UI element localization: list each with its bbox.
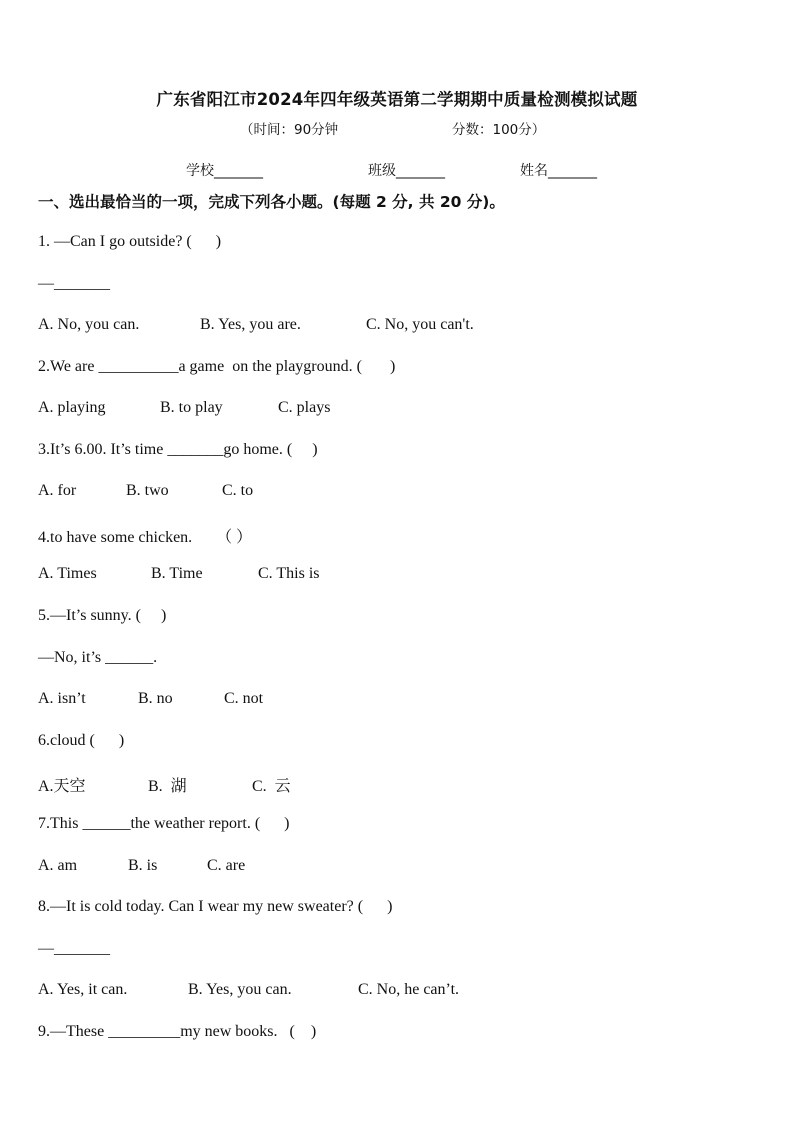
option-c: C. 云 bbox=[252, 778, 291, 795]
exam-title: 广东省阳江市2024年四年级英语第二学期期中质量检测模拟试题 bbox=[156, 90, 638, 109]
question-7: 7.This ______the weather report. ( ) bbox=[38, 815, 290, 832]
question-6: 6.cloud ( ) bbox=[38, 732, 125, 749]
question-5: 5.—It’s sunny. ( ) bbox=[38, 607, 167, 624]
option-c: C. to bbox=[222, 482, 254, 499]
option-c: C. not bbox=[224, 690, 264, 707]
exam-score: 分数：100分） bbox=[452, 122, 546, 138]
option-a: A.天空 bbox=[38, 778, 86, 795]
school-field: 学校_______ bbox=[186, 163, 263, 179]
class-field: 班级_______ bbox=[368, 163, 445, 179]
option-a: A. am bbox=[38, 857, 78, 874]
question-1-answer-line: —_______ bbox=[38, 275, 110, 292]
question-2: 2.We are __________a game on the playground. ( ) bbox=[38, 358, 396, 375]
option-b: B. Yes, you are. bbox=[200, 316, 301, 333]
option-b: B. 湖 bbox=[148, 778, 187, 795]
exam-time: （时间：90分钟 bbox=[240, 122, 339, 138]
question-5-answer-line: —No, it’s ______. bbox=[38, 649, 158, 666]
option-a: A. playing bbox=[38, 399, 106, 416]
question-1: 1. —Can I go outside? ( ) bbox=[38, 233, 222, 250]
question-7-options bbox=[38, 857, 245, 875]
question-2-options bbox=[38, 399, 330, 417]
option-c: C. plays bbox=[278, 399, 331, 416]
question-4-options bbox=[38, 565, 320, 583]
name-field: 姓名_______ bbox=[520, 163, 597, 179]
option-b: B. Yes, you can. bbox=[188, 981, 292, 998]
option-c: C. are bbox=[207, 857, 246, 874]
option-b: B. two bbox=[126, 482, 169, 499]
question-8-answer-line: —_______ bbox=[38, 940, 110, 957]
option-c: C. This is bbox=[258, 565, 320, 582]
option-c: C. No, you can't. bbox=[366, 316, 474, 333]
option-b: B. is bbox=[128, 857, 158, 874]
question-1-options bbox=[38, 316, 474, 334]
option-b: B. Time bbox=[151, 565, 203, 582]
option-a: A. No, you can. bbox=[38, 316, 140, 333]
option-a: A. isn’t bbox=[38, 690, 86, 707]
question-9: 9.—These _________my new books. ( ) bbox=[38, 1023, 317, 1040]
option-a: A. for bbox=[38, 482, 77, 499]
section-title: 一、选出最恰当的一项，完成下列各小题。(每题 2 分, 共 20 分)。 bbox=[38, 193, 505, 211]
question-3-options bbox=[38, 482, 253, 500]
option-c: C. No, he can’t. bbox=[358, 981, 460, 998]
option-a: A. Times bbox=[38, 565, 97, 582]
question-4: 4.to have some chicken. （ ） bbox=[38, 529, 253, 546]
option-b: B. no bbox=[138, 690, 173, 707]
question-6-options bbox=[38, 773, 291, 796]
question-5-options bbox=[38, 690, 263, 708]
question-8: 8.—It is cold today. Can I wear my new sweater? ( ) bbox=[38, 898, 393, 915]
option-a: A. Yes, it can. bbox=[38, 981, 128, 998]
option-b: B. to play bbox=[160, 399, 223, 416]
question-8-options bbox=[38, 981, 459, 999]
question-3: 3.It’s 6.00. It’s time _______go home. ( ) bbox=[38, 441, 318, 458]
